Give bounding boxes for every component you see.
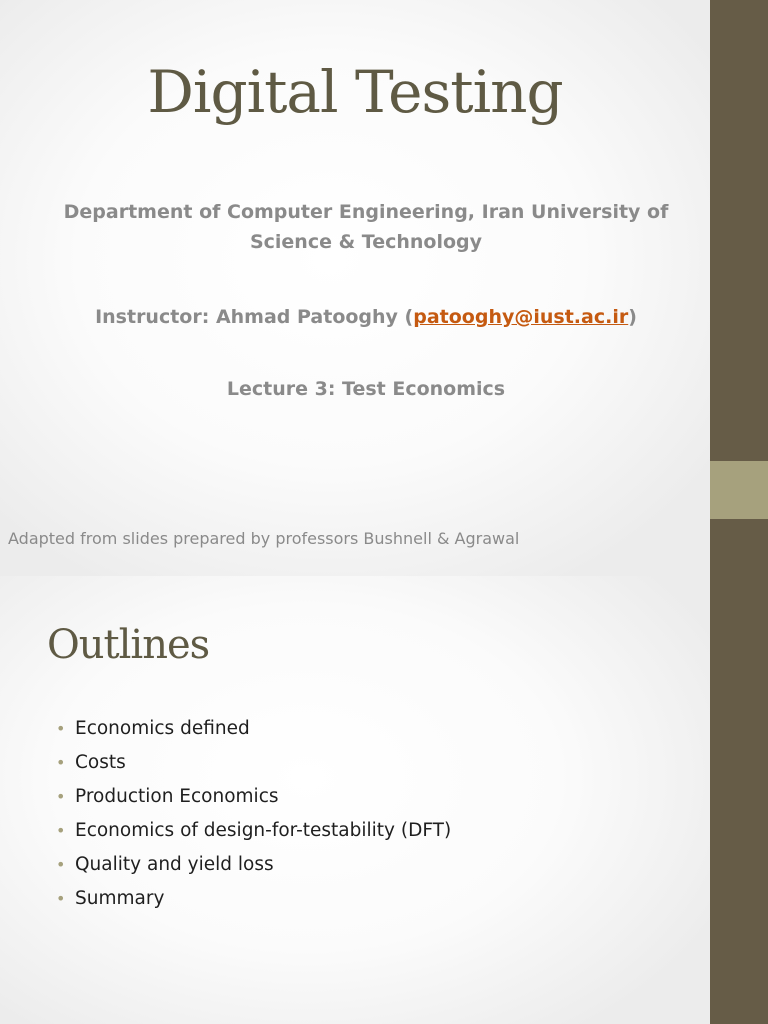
bullet-icon: • — [56, 787, 66, 806]
list-item-label: Summary — [75, 888, 165, 909]
sidebar-decoration-bottom — [710, 576, 768, 1024]
department-line-2: Science & Technology — [249, 231, 483, 253]
list-item — [56, 712, 451, 746]
list-item — [56, 780, 451, 814]
adapted-note: Adapted from slides prepared by professors Bushnell & Agrawal — [8, 529, 520, 548]
instructor-email-link[interactable]: patooghy@iust.ac.ir — [413, 306, 629, 328]
sidebar-accent-block — [710, 461, 768, 519]
bullet-icon: • — [56, 855, 66, 874]
outline-list — [56, 712, 451, 916]
list-item — [56, 882, 451, 916]
department-text — [0, 197, 732, 257]
list-item-label: Quality and yield loss — [75, 854, 274, 875]
list-item-label: Production Economics — [75, 786, 279, 807]
outlines-slide — [0, 576, 768, 1024]
slide-title: Digital Testing — [147, 58, 563, 126]
lecture-title: Lecture 3: Test Economics — [226, 378, 506, 400]
outlines-heading: Outlines — [47, 622, 210, 668]
list-item — [56, 746, 451, 780]
instructor-suffix: ) — [628, 306, 637, 328]
list-item-label: Costs — [75, 752, 126, 773]
instructor-prefix: Instructor: Ahmad Patooghy ( — [95, 306, 414, 328]
department-line-1: Department of Computer Engineering, Iran University of — [63, 201, 669, 223]
bullet-icon: • — [56, 753, 66, 772]
bullet-icon: • — [56, 889, 66, 908]
list-item-label: Economics of design-for-testability (DFT) — [75, 820, 452, 841]
list-item — [56, 814, 451, 848]
bullet-icon: • — [56, 719, 66, 738]
bullet-icon: • — [56, 821, 66, 840]
list-item — [56, 848, 451, 882]
list-item-label: Economics defined — [75, 718, 250, 739]
instructor-text — [0, 302, 732, 332]
